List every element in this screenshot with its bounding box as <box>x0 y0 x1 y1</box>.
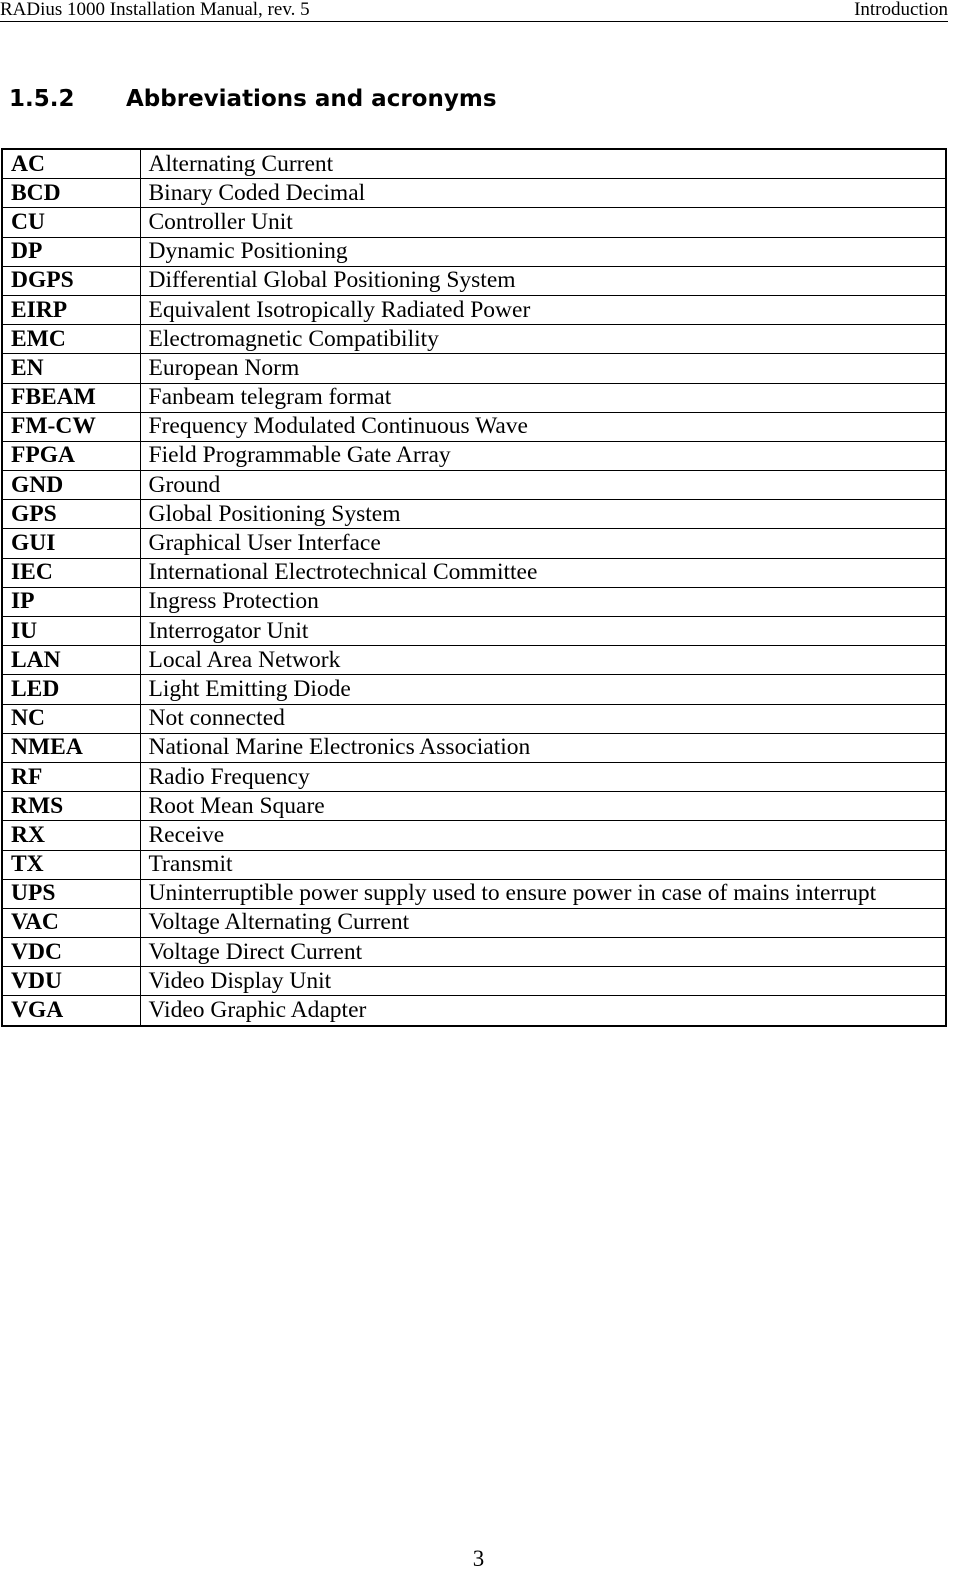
abbreviation-term: FM-CW <box>2 412 140 441</box>
abbreviation-meaning: Frequency Modulated Continuous Wave <box>140 412 946 441</box>
table-row <box>2 266 946 295</box>
page-number: 3 <box>472 1546 485 1571</box>
page-header <box>0 0 948 22</box>
abbreviation-meaning: Electromagnetic Compatibility <box>140 325 946 354</box>
abbreviation-term: RX <box>2 821 140 850</box>
table-row <box>2 850 946 879</box>
abbreviation-meaning: Transmit <box>140 850 946 879</box>
abbreviation-term: EIRP <box>2 295 140 324</box>
table-row <box>2 938 946 967</box>
abbreviation-meaning: National Marine Electronics Association <box>140 733 946 762</box>
abbreviation-term: NMEA <box>2 733 140 762</box>
table-row <box>2 704 946 733</box>
abbreviations-table-body <box>2 149 946 1026</box>
abbreviation-meaning: International Electrotechnical Committee <box>140 558 946 587</box>
table-row <box>2 792 946 821</box>
abbreviation-term: IEC <box>2 558 140 587</box>
abbreviation-term: GND <box>2 471 140 500</box>
abbreviation-meaning: Global Positioning System <box>140 500 946 529</box>
table-row <box>2 179 946 208</box>
abbreviation-term: RF <box>2 762 140 791</box>
table-row <box>2 325 946 354</box>
table-row <box>2 646 946 675</box>
abbreviation-term: EMC <box>2 325 140 354</box>
abbreviation-term: CU <box>2 208 140 237</box>
abbreviation-meaning: Interrogator Unit <box>140 617 946 646</box>
abbreviation-meaning: Voltage Direct Current <box>140 938 946 967</box>
table-row <box>2 879 946 908</box>
abbreviation-term: LED <box>2 675 140 704</box>
abbreviation-term: VDU <box>2 967 140 996</box>
header-chapter-title: Introduction <box>854 0 948 20</box>
abbreviation-term: EN <box>2 354 140 383</box>
abbreviation-term: AC <box>2 149 140 179</box>
table-row <box>2 967 946 996</box>
abbreviation-meaning: Graphical User Interface <box>140 529 946 558</box>
abbreviation-meaning: Voltage Alternating Current <box>140 908 946 937</box>
table-row <box>2 996 946 1026</box>
abbreviation-meaning: Field Programmable Gate Array <box>140 441 946 470</box>
abbreviation-meaning: Not connected <box>140 704 946 733</box>
section-heading <box>9 84 497 114</box>
section-title: Abbreviations and acronyms <box>126 86 497 112</box>
abbreviation-meaning: Video Display Unit <box>140 967 946 996</box>
abbreviation-meaning: Alternating Current <box>140 149 946 179</box>
table-row <box>2 441 946 470</box>
abbreviation-meaning: Equivalent Isotropically Radiated Power <box>140 295 946 324</box>
table-row <box>2 208 946 237</box>
table-row <box>2 295 946 324</box>
table-row <box>2 762 946 791</box>
abbreviation-term: VGA <box>2 996 140 1026</box>
abbreviation-meaning: Light Emitting Diode <box>140 675 946 704</box>
abbreviation-meaning: Ground <box>140 471 946 500</box>
table-row <box>2 237 946 266</box>
table-row <box>2 500 946 529</box>
abbreviation-meaning: Differential Global Positioning System <box>140 266 946 295</box>
table-row <box>2 383 946 412</box>
abbreviation-term: DP <box>2 237 140 266</box>
abbreviation-meaning: Receive <box>140 821 946 850</box>
abbreviation-meaning: Controller Unit <box>140 208 946 237</box>
abbreviation-term: BCD <box>2 179 140 208</box>
table-row <box>2 529 946 558</box>
abbreviation-term: GUI <box>2 529 140 558</box>
abbreviation-meaning: European Norm <box>140 354 946 383</box>
abbreviation-meaning: Root Mean Square <box>140 792 946 821</box>
abbreviation-meaning: Radio Frequency <box>140 762 946 791</box>
abbreviation-term: IP <box>2 587 140 616</box>
abbreviation-term: VDC <box>2 938 140 967</box>
abbreviation-term: VAC <box>2 908 140 937</box>
table-row <box>2 354 946 383</box>
abbreviation-term: IU <box>2 617 140 646</box>
abbreviation-term: NC <box>2 704 140 733</box>
table-row <box>2 617 946 646</box>
abbreviation-term: GPS <box>2 500 140 529</box>
abbreviation-meaning: Dynamic Positioning <box>140 237 946 266</box>
table-row <box>2 149 946 179</box>
table-row <box>2 471 946 500</box>
table-row <box>2 558 946 587</box>
abbreviation-term: FPGA <box>2 441 140 470</box>
abbreviation-term: UPS <box>2 879 140 908</box>
abbreviation-term: LAN <box>2 646 140 675</box>
abbreviation-meaning: Fanbeam telegram format <box>140 383 946 412</box>
table-row <box>2 733 946 762</box>
abbreviation-term: RMS <box>2 792 140 821</box>
abbreviations-table <box>1 148 947 1027</box>
table-row <box>2 412 946 441</box>
abbreviation-meaning: Ingress Protection <box>140 587 946 616</box>
abbreviation-meaning: Video Graphic Adapter <box>140 996 946 1026</box>
header-document-title: RADius 1000 Installation Manual, rev. 5 <box>0 0 310 20</box>
abbreviation-meaning: Binary Coded Decimal <box>140 179 946 208</box>
abbreviation-meaning: Uninterruptible power supply used to ensure power in case of mains interrupt <box>140 879 946 908</box>
table-row <box>2 821 946 850</box>
abbreviation-term: DGPS <box>2 266 140 295</box>
table-row <box>2 675 946 704</box>
abbreviation-term: TX <box>2 850 140 879</box>
table-row <box>2 587 946 616</box>
table-row <box>2 908 946 937</box>
abbreviation-meaning: Local Area Network <box>140 646 946 675</box>
abbreviation-term: FBEAM <box>2 383 140 412</box>
section-number: 1.5.2 <box>9 86 75 112</box>
